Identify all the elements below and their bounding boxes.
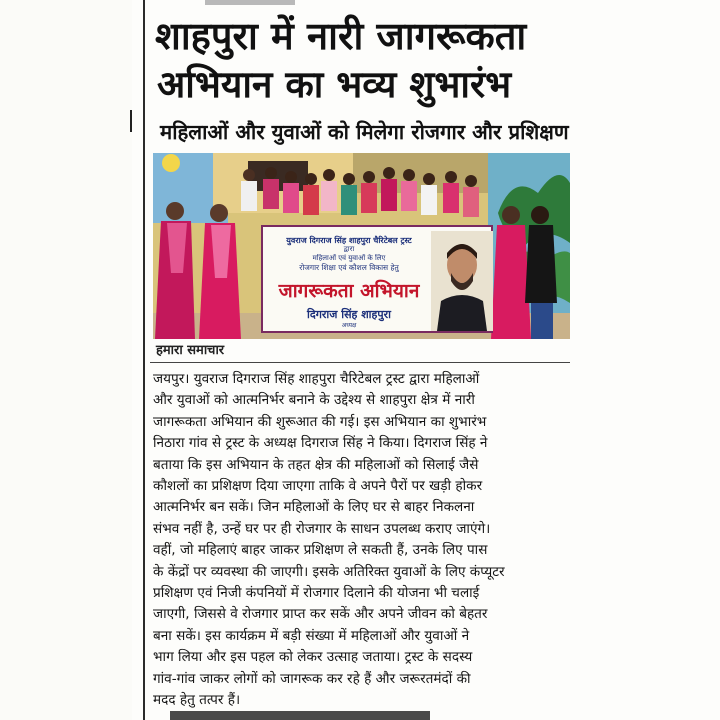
article-line: जाएगी, जिससे वे रोजगार प्राप्त कर सकें और अपने जीवन को बेहतर [153,606,488,623]
banner-purpose: रोजगार शिक्षा एवं कौशल विकास हेतु [299,263,399,272]
adjacent-column-fragment [130,110,132,132]
previous-article-fragment [205,0,295,5]
article-line: गांव-गांव जाकर लोगों को जागरूक कर रहे हैं और जरूरतमंदों की [153,670,471,687]
article-line: बना सकें। इस कार्यक्रम में बड़ी संख्या में महिलाओं और युवाओं ने [153,627,470,644]
next-article-fragment [170,711,430,720]
source-divider [150,362,570,363]
banner-title: जागरूकता अभियान [278,280,420,302]
article-line: जयपुर। युवराज दिगराज सिंह शाहपुरा चैरिटेबल ट्रस्ट द्वारा महिलाओं [153,371,480,387]
subheadline: महिलाओं और युवाओं को मिलेगा रोजगार और प्रशिक्षण [160,120,569,144]
banner-by: द्वारा [343,245,355,253]
article-line: जागरूकता अभियान की शुरूआत की गई। इस अभियान का शुभारंभ [153,413,487,430]
article-line: और युवाओं को आत्मनिर्भर बनाने के उद्देश्य से शाहपुरा क्षेत्र में नारी [153,392,475,409]
event-banner [261,225,493,333]
banner-designation: अध्यक्ष [341,322,357,329]
article-line: मदद हेतु तत्पर हैं। [153,692,241,708]
news-photo [153,153,570,339]
banner-for: महिलाओं एवं युवाओं के लिए [312,254,386,262]
article-line: भाग लिया और इस पहल को लेकर उत्साह जताया। ट्रस्ट के सदस्य [153,649,473,666]
banner-person-name: दिगराज सिंह शाहपुरा [307,308,391,321]
page-margin [0,0,132,720]
banner-trust-name: युवराज दिगराज सिंह शाहपुरा चैरिटेबल ट्रस्ट [286,236,412,245]
article-line: कौशलों का प्रशिक्षण दिया जाएगा ताकि वे अपने पैरों पर खड़ी होकर [153,478,483,494]
headline-line-1: शाहपुरा में नारी जागरूकता [155,14,527,58]
banner-portrait [431,231,493,331]
headline-line-2: अभियान का भव्य शुभारंभ [157,63,512,106]
article-line: संभव नहीं है, उन्हें घर पर ही रोजगार के साधन उपलब्ध कराए जाएंगे। [153,520,491,537]
article-line: के केंद्रों पर व्यवस्था की जाएगी। इसके अतिरिक्त युवाओं के लिए कंप्यूटर [153,563,505,580]
column-divider [143,0,145,720]
article-line: वहीं, जो महिलाएं बाहर जाकर प्रशिक्षण ले सकती हैं, उनके लिए पास [153,542,488,559]
article-line: आत्मनिर्भर बन सकें। जिन महिलाओं के लिए घर से बाहर निकलना [153,499,475,516]
article-line: निठारा गांव से ट्रस्ट के अध्यक्ष दिगराज सिंह ने किया। दिगराज सिंह ने [153,435,488,452]
source-credit: हमारा समाचार [156,343,225,358]
article-line: प्रशिक्षण एवं निजी कंपनियों में रोजगार दिलाने की योजना भी चलाई [153,585,480,601]
article-line: बताया कि इस अभियान के तहत क्षेत्र की महिलाओं को सिलाई जैसे [153,456,479,473]
